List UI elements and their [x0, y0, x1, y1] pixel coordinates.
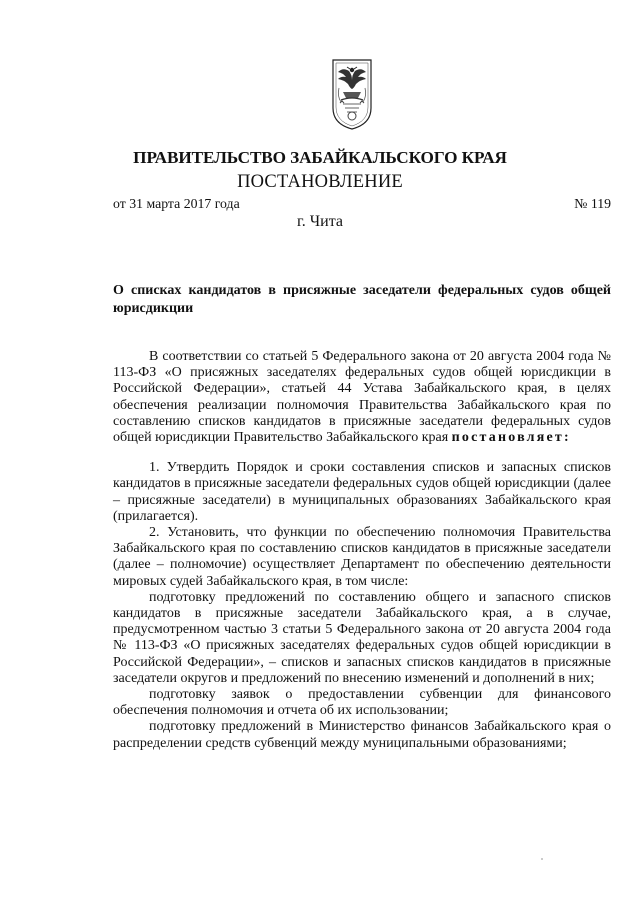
preamble-paragraph [113, 349, 611, 446]
resolution-keyword: постановляет: [451, 430, 571, 446]
paragraph-4: подготовку заявок о предоставлении субвенции для финансового обеспечения полномочия и отчета об их использовании; [113, 687, 611, 719]
government-title: ПРАВИТЕЛЬСТВО ЗАБАЙКАЛЬСКОГО КРАЯ [133, 148, 507, 167]
document-body [113, 349, 611, 752]
paragraph-1: 1. Утвердить Порядок и сроки составления списков и запасных списков кандидатов в присяжные заседатели федеральных судов общей юрисдикции (далее – присяжные заседатели) в муниципальных образованиях Забайкальского края (прилагается). [113, 460, 611, 524]
document-subject-heading: О списках кандидатов в присяжные заседатели федеральных судов общей юрисдикции [113, 283, 611, 316]
paragraph-3: подготовку предложений по составлению общего и запасного списков кандидатов в присяжные заседатели Забайкальского края, а в случае, предусмотренном частью 3 статьи 5 Федерального закона от 20 августа 2004 года № 113-ФЗ «О присяжных заседателях федеральных судов общей юрисдикции в Российской Федерации», – списков и запасных списков кандидатов в присяжные заседатели округов и предложений по внесению изменений и дополнений в них; [113, 589, 611, 686]
document-city: г. Чита [296, 213, 343, 230]
document-type-title: ПОСТАНОВЛЕНИЕ [237, 172, 403, 192]
document-number: № 119 [574, 196, 611, 211]
paragraph-2: 2. Установить, что функции по обеспечению полномочия Правительства Забайкальского края по составлению списков кандидатов в присяжные заседатели (далее – полномочие) осуществляет Департамент по обеспечению деятельности мировых судей Забайкальского края, в том числе: [113, 525, 611, 589]
document-date: от 31 марта 2017 года [113, 196, 240, 211]
paragraph-5: подготовку предложений в Министерство финансов Забайкальского края о распределении средств субвенций между муниципальными образованиями; [113, 719, 611, 751]
preamble-text: В соответствии со статьей 5 Федерального закона от 20 августа 2004 года № 113-ФЗ «О присяжных заседателях федеральных судов общей юрисдикции в Российской Федерации», статьей 44 Устава Забайкальского края, в целях обеспечения реализации полномочия Правительства Забайкальского края по составлению списков кандидатов в присяжные заседатели федеральных судов общей юрисдикции Правительство Забайкальского края [113, 349, 611, 446]
scan-speck [541, 858, 543, 860]
coat-of-arms-emblem [327, 58, 377, 130]
